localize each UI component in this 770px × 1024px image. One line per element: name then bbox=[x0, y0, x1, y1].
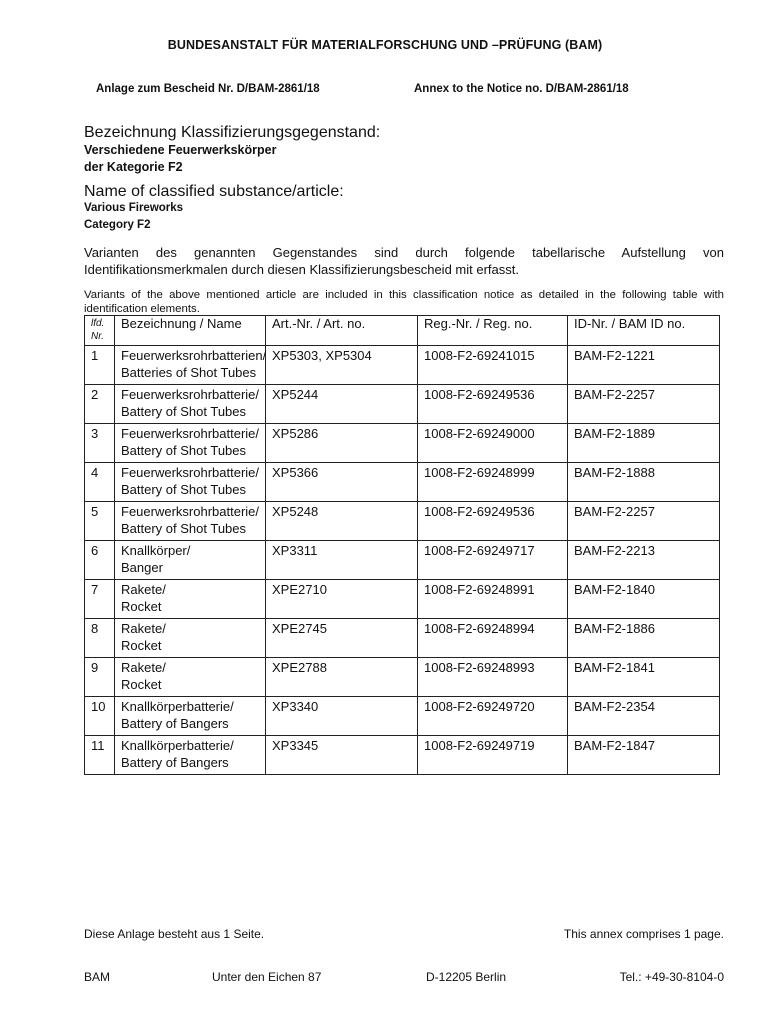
row-name bbox=[115, 502, 266, 541]
row-name-de: Knallkörper/ bbox=[121, 543, 191, 558]
row-bam-id: BAM-F2-1886 bbox=[568, 619, 720, 658]
row-art-no: XPE2710 bbox=[266, 580, 418, 619]
row-name bbox=[115, 619, 266, 658]
row-bam-id: BAM-F2-2213 bbox=[568, 541, 720, 580]
designation-line1-en: Various Fireworks bbox=[84, 202, 184, 214]
annex-reference-en: Annex to the Notice no. D/BAM-2861/18 bbox=[414, 83, 629, 95]
row-number: 6 bbox=[85, 541, 115, 580]
designation-heading-en: Name of classified substance/article: bbox=[84, 183, 344, 200]
row-name bbox=[115, 697, 266, 736]
row-number: 7 bbox=[85, 580, 115, 619]
row-name bbox=[115, 736, 266, 775]
row-reg-no: 1008-F2-69248999 bbox=[418, 463, 568, 502]
footer-street: Unter den Eichen 87 bbox=[212, 970, 322, 984]
row-name-de: Feuerwerksrohrbatterie/ bbox=[121, 387, 259, 402]
row-name-en: Battery of Bangers bbox=[121, 754, 229, 770]
row-bam-id: BAM-F2-1221 bbox=[568, 346, 720, 385]
row-reg-no: 1008-F2-69248991 bbox=[418, 580, 568, 619]
annex-reference-de: Anlage zum Bescheid Nr. D/BAM-2861/18 bbox=[96, 83, 320, 95]
row-reg-no: 1008-F2-69249719 bbox=[418, 736, 568, 775]
row-bam-id: BAM-F2-1841 bbox=[568, 658, 720, 697]
col-header-reg: Reg.-Nr. / Reg. no. bbox=[418, 316, 568, 346]
row-bam-id: BAM-F2-2257 bbox=[568, 385, 720, 424]
row-art-no: XP5366 bbox=[266, 463, 418, 502]
row-name bbox=[115, 580, 266, 619]
intro-paragraph-en: Variants of the above mentioned article are included in this classification notice as detailed in the following table with identification elements. bbox=[84, 289, 724, 315]
row-number: 11 bbox=[85, 736, 115, 775]
table-row bbox=[85, 580, 720, 619]
row-name-de: Rakete/ bbox=[121, 621, 166, 636]
row-name-de: Knallkörperbatterie/ bbox=[121, 699, 234, 714]
row-art-no: XPE2745 bbox=[266, 619, 418, 658]
row-number: 10 bbox=[85, 697, 115, 736]
row-name-en: Battery of Shot Tubes bbox=[121, 403, 247, 419]
row-bam-id: BAM-F2-1847 bbox=[568, 736, 720, 775]
row-name bbox=[115, 463, 266, 502]
row-name bbox=[115, 346, 266, 385]
row-bam-id: BAM-F2-1888 bbox=[568, 463, 720, 502]
row-name-en: Banger bbox=[121, 559, 163, 575]
row-name-en: Battery of Shot Tubes bbox=[121, 442, 247, 458]
col-header-id: ID-Nr. / BAM ID no. bbox=[568, 316, 720, 346]
designation-heading-de: Bezeichnung Klassifizierungsgegenstand: bbox=[84, 124, 381, 141]
identification-table bbox=[84, 315, 720, 775]
row-name-de: Feuerwerksrohrbatterie/ bbox=[121, 465, 259, 480]
row-name-de: Feuerwerksrohrbatterie/ bbox=[121, 426, 259, 441]
row-bam-id: BAM-F2-2257 bbox=[568, 502, 720, 541]
table-row bbox=[85, 463, 720, 502]
row-art-no: XP3340 bbox=[266, 697, 418, 736]
row-name bbox=[115, 385, 266, 424]
row-reg-no: 1008-F2-69249536 bbox=[418, 502, 568, 541]
footer-city: D-12205 Berlin bbox=[426, 970, 507, 984]
row-number: 1 bbox=[85, 346, 115, 385]
row-number: 4 bbox=[85, 463, 115, 502]
row-name-de: Knallkörperbatterie/ bbox=[121, 738, 234, 753]
row-reg-no: 1008-F2-69249000 bbox=[418, 424, 568, 463]
row-name-en: Battery of Shot Tubes bbox=[121, 481, 247, 497]
row-art-no: XPE2788 bbox=[266, 658, 418, 697]
row-bam-id: BAM-F2-1840 bbox=[568, 580, 720, 619]
document-header: BUNDESANSTALT FÜR MATERIALFORSCHUNG UND –PRÜFUNG (BAM) bbox=[167, 38, 603, 52]
table-header-row bbox=[85, 316, 720, 346]
row-name-en: Rocket bbox=[121, 676, 162, 692]
row-name-en: Rocket bbox=[121, 637, 162, 653]
row-number: 3 bbox=[85, 424, 115, 463]
designation-line1-de: Verschiedene Feuerwerkskörper bbox=[84, 143, 277, 157]
row-name bbox=[115, 658, 266, 697]
table-row bbox=[85, 736, 720, 775]
table-row bbox=[85, 385, 720, 424]
row-number: 9 bbox=[85, 658, 115, 697]
footer-org: BAM bbox=[84, 970, 111, 984]
row-art-no: XP5248 bbox=[266, 502, 418, 541]
intro-paragraph-de: Varianten des genannten Gegenstandes sind durch folgende tabellarische Aufstellung von Identifikationsmerkmalen durch diesen Klassifizierungsbescheid mit erfasst. bbox=[84, 245, 724, 277]
row-reg-no: 1008-F2-69248994 bbox=[418, 619, 568, 658]
row-reg-no: 1008-F2-69249536 bbox=[418, 385, 568, 424]
row-number: 8 bbox=[85, 619, 115, 658]
row-reg-no: 1008-F2-69249720 bbox=[418, 697, 568, 736]
footer-phone: Tel.: +49-30-8104-0 bbox=[619, 970, 724, 984]
row-reg-no: 1008-F2-69241015 bbox=[418, 346, 568, 385]
col-header-nr: lfd. Nr. bbox=[85, 316, 115, 346]
table-row bbox=[85, 658, 720, 697]
row-art-no: XP3311 bbox=[266, 541, 418, 580]
row-name-en: Rocket bbox=[121, 598, 162, 614]
row-name-en: Battery of Bangers bbox=[121, 715, 229, 731]
table-row bbox=[85, 541, 720, 580]
row-reg-no: 1008-F2-69249717 bbox=[418, 541, 568, 580]
row-name bbox=[115, 541, 266, 580]
table-row bbox=[85, 697, 720, 736]
row-bam-id: BAM-F2-1889 bbox=[568, 424, 720, 463]
row-art-no: XP5244 bbox=[266, 385, 418, 424]
row-number: 5 bbox=[85, 502, 115, 541]
row-art-no: XP3345 bbox=[266, 736, 418, 775]
row-name-de: Feuerwerksrohrbatterien/ bbox=[121, 348, 267, 363]
designation-line2-en: Category F2 bbox=[84, 219, 151, 231]
row-number: 2 bbox=[85, 385, 115, 424]
col-header-name: Bezeichnung / Name bbox=[115, 316, 266, 346]
table-body bbox=[85, 346, 720, 775]
designation-line2-de: der Kategorie F2 bbox=[84, 160, 183, 174]
page-count-de: Diese Anlage besteht aus 1 Seite. bbox=[84, 927, 265, 941]
row-name-de: Rakete/ bbox=[121, 660, 166, 675]
table-row bbox=[85, 502, 720, 541]
row-art-no: XP5286 bbox=[266, 424, 418, 463]
row-name-en: Batteries of Shot Tubes bbox=[121, 364, 257, 380]
col-header-art: Art.-Nr. / Art. no. bbox=[266, 316, 418, 346]
row-name-de: Feuerwerksrohrbatterie/ bbox=[121, 504, 259, 519]
table-row bbox=[85, 619, 720, 658]
row-name-en: Battery of Shot Tubes bbox=[121, 520, 247, 536]
table-row bbox=[85, 346, 720, 385]
row-name-de: Rakete/ bbox=[121, 582, 166, 597]
row-reg-no: 1008-F2-69248993 bbox=[418, 658, 568, 697]
row-art-no: XP5303, XP5304 bbox=[266, 346, 418, 385]
table-row bbox=[85, 424, 720, 463]
page-count-en: This annex comprises 1 page. bbox=[563, 927, 724, 941]
row-name bbox=[115, 424, 266, 463]
row-bam-id: BAM-F2-2354 bbox=[568, 697, 720, 736]
